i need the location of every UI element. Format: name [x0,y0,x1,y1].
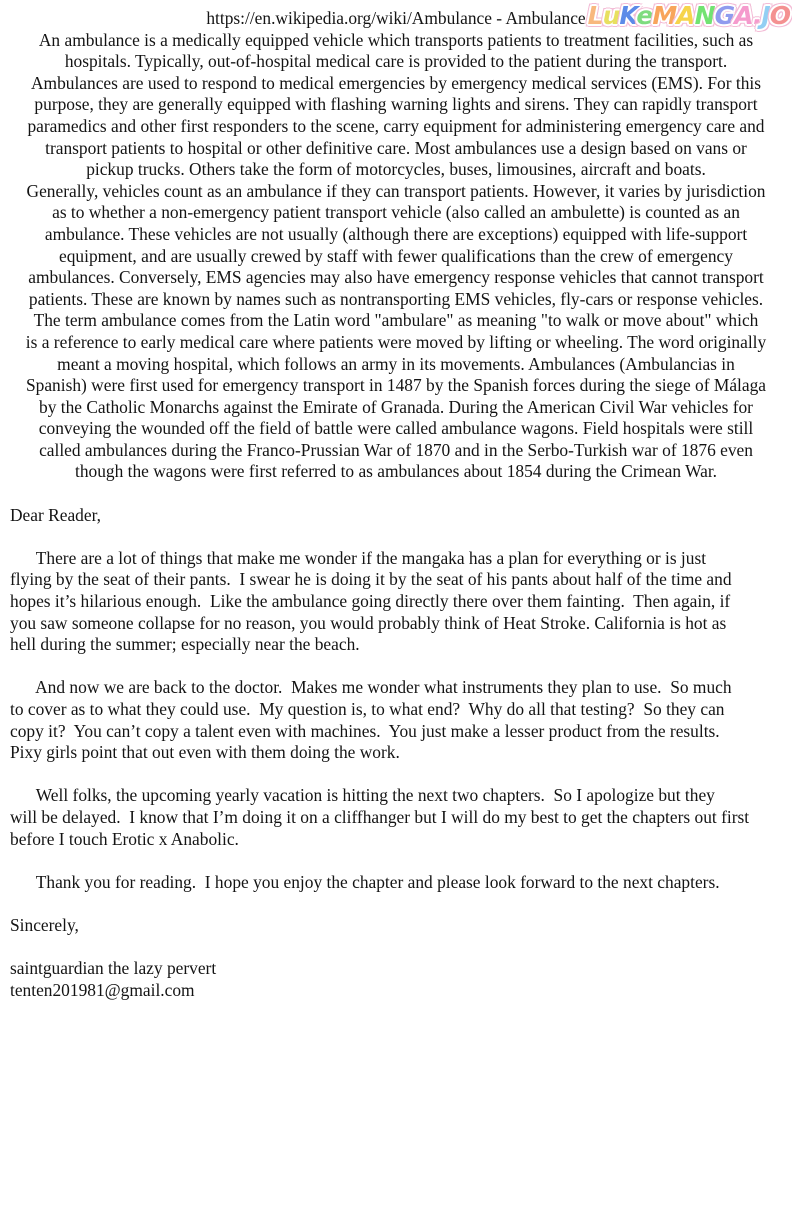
text-line: hopes it’s hilarious enough. Like the ambulance going directly there over them fainting. Then again, if [10,591,731,612]
wikipedia-excerpt [0,30,792,483]
text-line: And now we are back to the doctor. Makes me wonder what instruments they plan to use. So much [10,677,732,698]
letter-salutation: Dear Reader, [10,504,102,525]
text-line: Ambulances are used to respond to medical emergencies by emergency medical services (EMS). For this [30,72,762,93]
watermark-letter: O [769,1,790,30]
watermark-letter: N [694,1,715,30]
text-line: The term ambulance comes from the Latin word "ambulare" as meaning "to walk or move about" which [33,310,759,331]
watermark-letter: L [587,1,603,30]
watermark-letter: u [602,1,620,30]
text-line: Pixy girls point that out even with them doing the work. [10,742,400,763]
letter-closing: Sincerely, [10,914,79,935]
watermark-letter: . [752,1,762,30]
text-line: flying by the seat of their pants. I swear he is doing it by the seat of his pants about half of the time and [10,569,732,590]
text-line: There are a lot of things that make me wonder if the mangaka has a plan for everything or is just [10,547,707,568]
text-line: purpose, they are generally equipped with flashing warning lights and sirens. They can rapidly transport [34,94,758,115]
letter-paragraph-4 [10,872,784,894]
text-line: hospitals. Typically, out-of-hospital medical care is provided to the patient during the transport. [64,51,728,72]
letter-signature [10,958,784,1001]
site-watermark [588,0,790,33]
text-line: as to whether a non-emergency patient transport vehicle (also called an ambulette) is counted as an [52,202,740,223]
watermark-letter: A [734,1,753,30]
text-line: meant a moving hospital, which follows an army in its movements. Ambulances (Ambulancias in [57,353,735,374]
text-line: ambulances. Conversely, EMS agencies may also have emergency response vehicles that cannot transport [28,267,764,288]
text-line: Thank you for reading. I hope you enjoy the chapter and please look forward to the next chapters. [10,871,720,892]
text-line: copy it? You can’t copy a talent even with machines. You just make a lesser product from the results. [10,720,720,741]
watermark-letter: J [761,1,770,30]
text-line: ambulance. These vehicles are not usually (although there are exceptions) equipped with life-support [44,223,748,244]
watermark-letter: A [676,1,695,30]
page-title: https://en.wikipedia.org/wiki/Ambulance - Ambulance [206,8,586,28]
text-line: pickup trucks. Others take the form of motorcycles, buses, limousines, aircraft and boats. [86,159,706,180]
text-line: conveying the wounded off the field of battle were called ambulance wagons. Field hospitals were still [38,418,754,439]
text-line: before I touch Erotic x Anabolic. [10,828,239,849]
text-line: you saw someone collapse for no reason, you would probably think of Heat Stroke. California is hot as [10,612,727,633]
text-line: Well folks, the upcoming yearly vacation is hitting the next two chapters. So I apologize but they [10,785,715,806]
text-line: though the wagons were first referred to as ambulances about 1854 during the Crimean War. [74,461,718,482]
text-line: patients. These are known by names such as nontransporting EMS vehicles, fly-cars or response vehicles. [28,288,764,309]
text-line: equipment, and are usually crewed by staff with fewer qualifications than the crew of emergency [59,245,733,266]
letter-paragraph-2 [10,677,784,763]
text-line: to cover as to what they could use. My question is, to what end? Why do all that testing? So they can [10,699,725,719]
watermark-letter: K [619,1,637,30]
letter-paragraph-1 [10,548,784,656]
text-line: saintguardian the lazy pervert [10,958,217,979]
text-line: by the Catholic Monarchs against the Emirate of Granada. During the American Civil War vehicles for [39,396,753,417]
text-line: paramedics and other first responders to the scene, carry equipment for administering emergency care and [27,115,765,136]
text-line: hell during the summer; especially near the beach. [10,634,360,655]
text-line: will be delayed. I know that I’m doing it on a cliffhanger but I will do my best to get the chapters out first [10,806,750,827]
text-line: Generally, vehicles count as an ambulance if they can transport patients. However, it varies by jurisdiction [26,180,766,201]
watermark-letter: G [714,1,735,30]
text-line: is a reference to early medical care where patients were moved by lifting or wheeling. The word originally [25,331,767,352]
text-line: Spanish) were first used for emergency transport in 1487 by the Spanish forces during the siege of Málaga [25,375,767,396]
text-line: called ambulances during the Franco-Prussian War of 1870 and in the Serbo-Turkish war of 1876 even [39,439,753,460]
watermark-letter: e [636,1,653,30]
author-letter [10,505,784,1002]
watermark-letter: M [652,1,677,30]
text-line: tenten201981@gmail.com [10,979,195,1000]
text-line: transport patients to hospital or other definitive care. Most ambulances use a design based on vans or [45,137,747,158]
letter-paragraph-3 [10,785,784,850]
text-line: An ambulance is a medically equipped vehicle which transports patients to treatment facilities, such as [38,29,754,50]
